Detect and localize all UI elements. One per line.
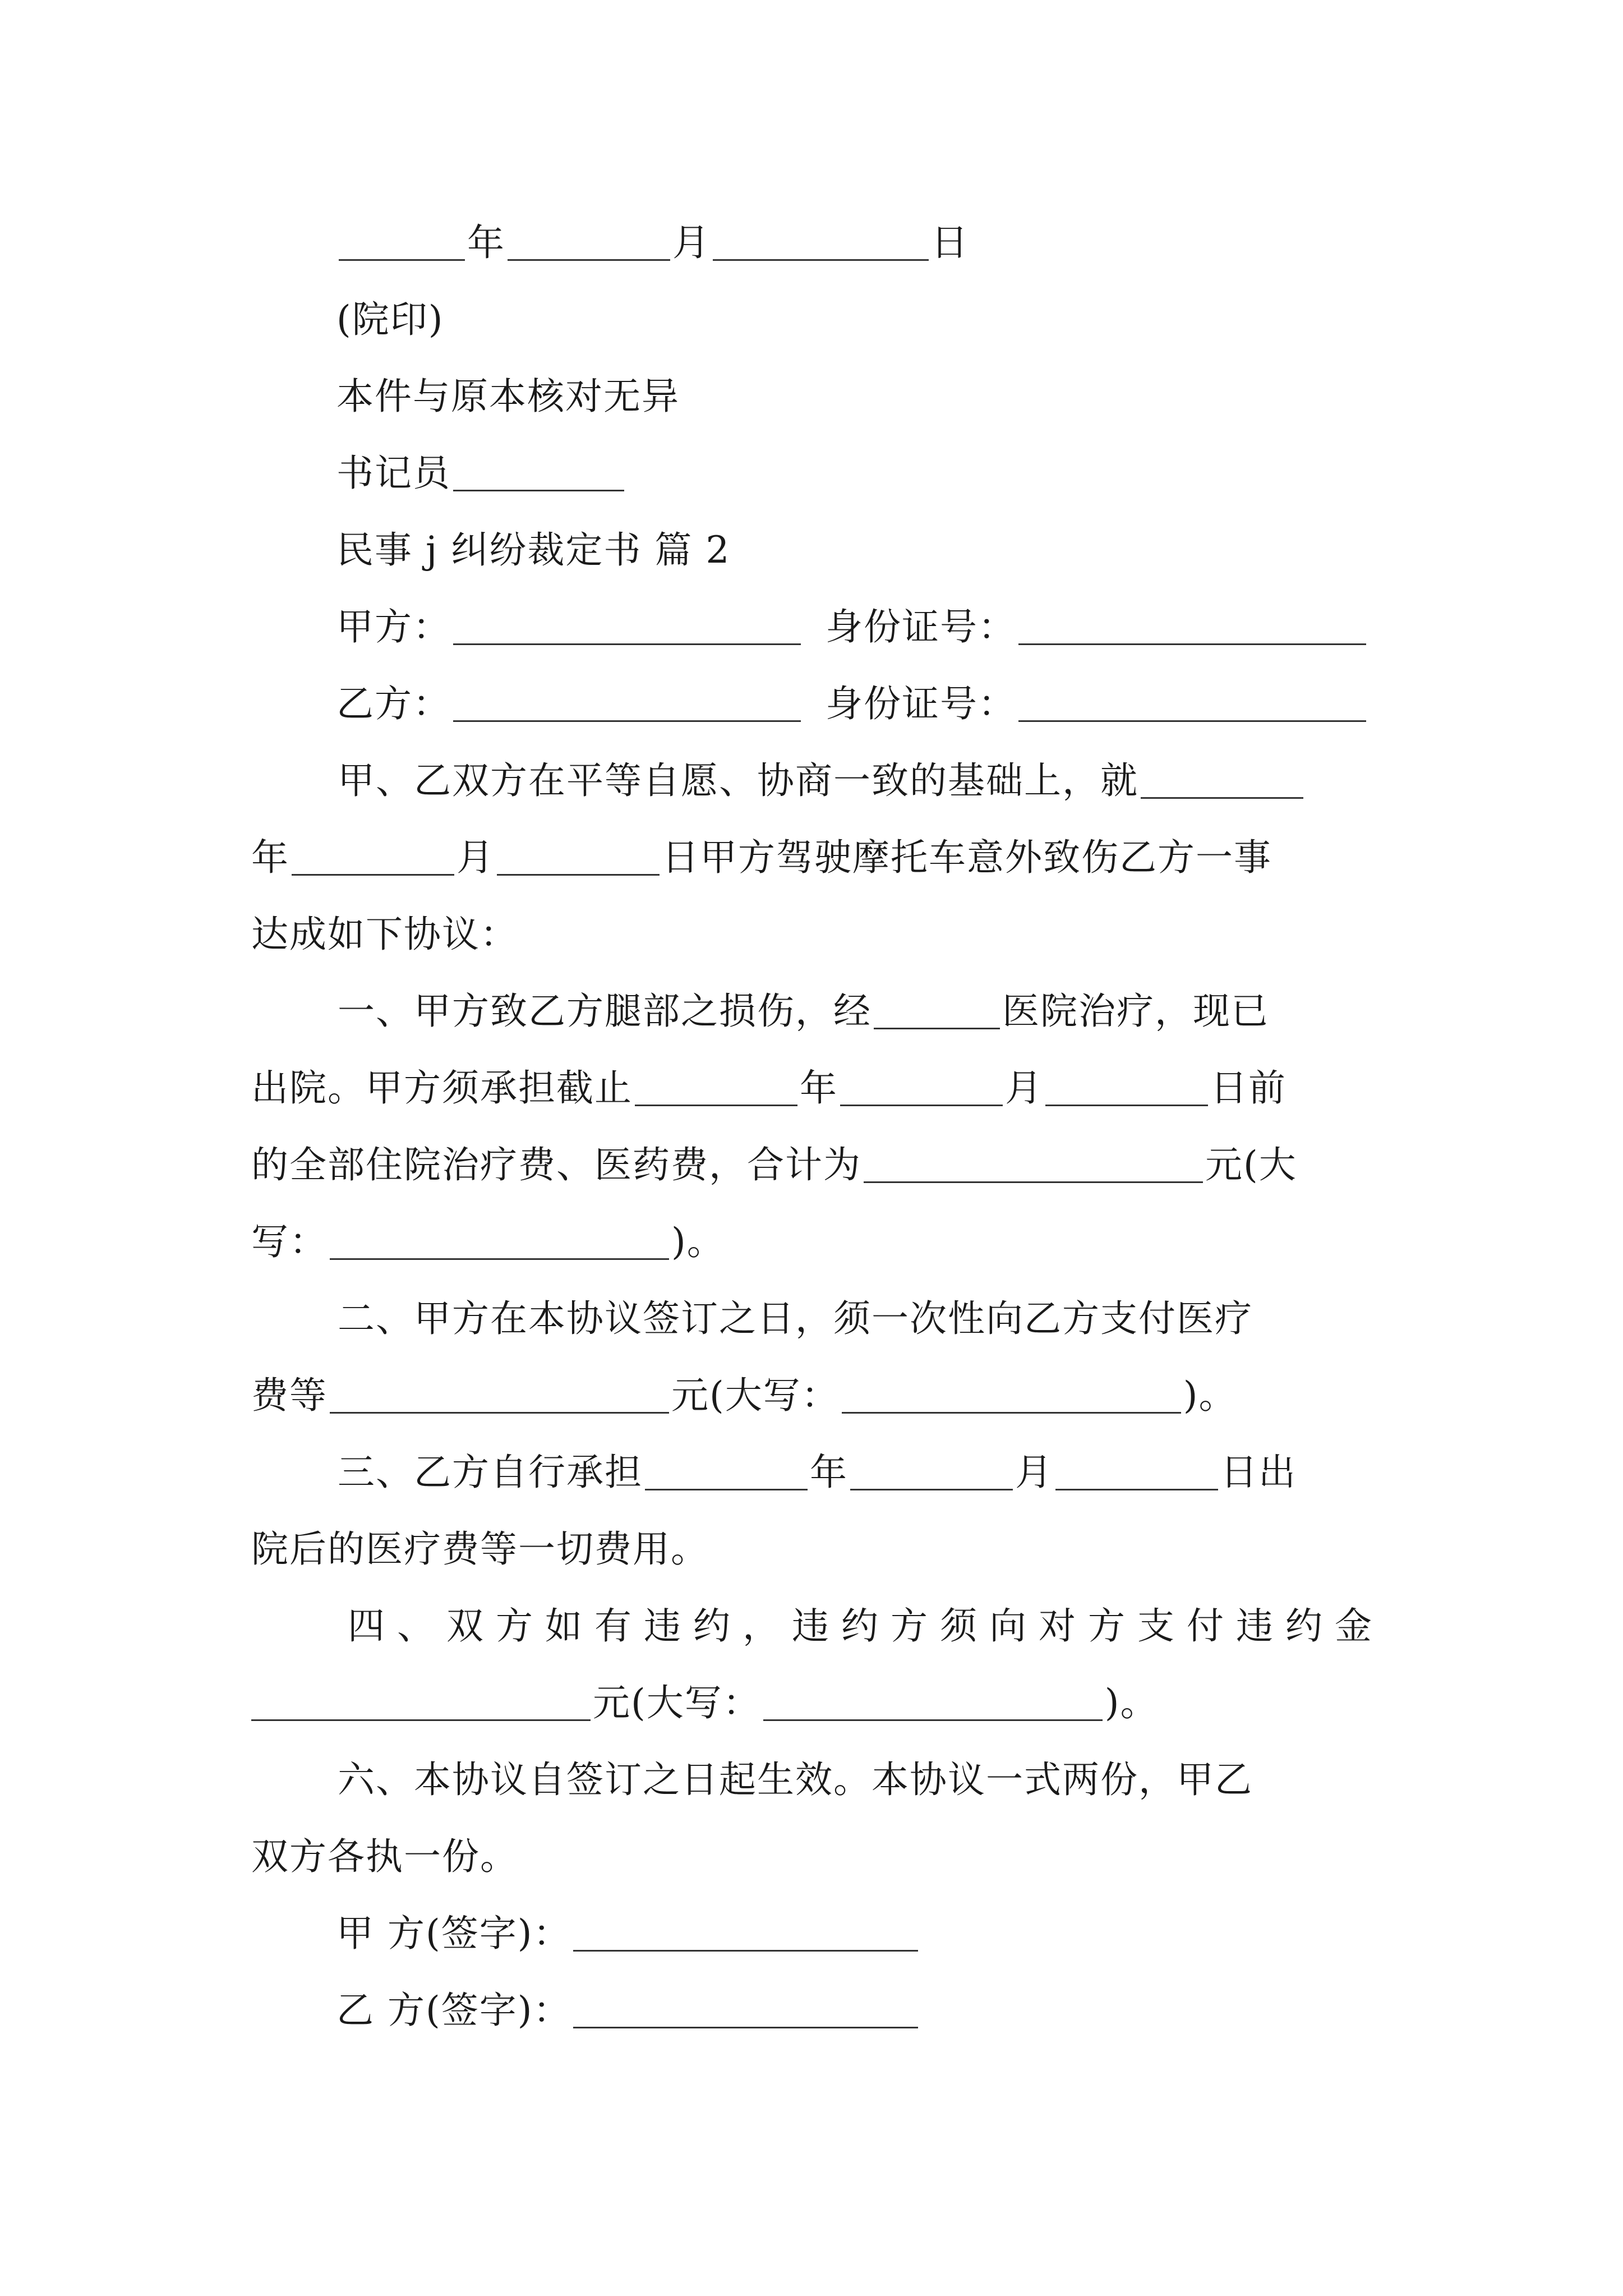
intro-year: 年 bbox=[251, 836, 289, 879]
item3-month: 月 bbox=[1015, 1451, 1053, 1494]
item3-line-1 bbox=[251, 1442, 1377, 1503]
certify-line bbox=[336, 366, 1463, 427]
party-a-id-blank bbox=[1018, 610, 1366, 645]
item6-line-1 bbox=[251, 1749, 1377, 1811]
party-b-id-blank bbox=[1018, 687, 1366, 722]
party-b-name-blank bbox=[453, 687, 801, 722]
year-label: 年 bbox=[467, 221, 505, 264]
item1-text-4a: 写： bbox=[251, 1220, 328, 1263]
party-a-id-label: 身份证号： bbox=[826, 605, 1016, 648]
item3-text-1a: 三、乙方自行承担 bbox=[338, 1451, 643, 1494]
item1-text-2a: 出院。甲方须承担截止 bbox=[251, 1066, 633, 1110]
party-a-name-blank bbox=[453, 610, 801, 645]
party-a-label: 甲方： bbox=[336, 605, 451, 648]
item3-month-blank bbox=[850, 1455, 1013, 1490]
intro-line-2 bbox=[251, 827, 1377, 889]
month-blank bbox=[508, 226, 670, 261]
month-label: 月 bbox=[672, 221, 711, 264]
sign-a-line bbox=[336, 1903, 1463, 1964]
item1-month-blank bbox=[840, 1071, 1003, 1106]
item1-text-3b: 元(大 bbox=[1205, 1143, 1297, 1186]
item4-text-2b: )。 bbox=[1104, 1681, 1159, 1724]
intro-month-blank bbox=[292, 840, 454, 876]
intro-text-2: 日甲方驾驶摩托车意外致伤乙方一事 bbox=[662, 836, 1272, 879]
item2-amount-words-blank bbox=[842, 1378, 1181, 1414]
item1-line-2 bbox=[251, 1057, 1377, 1119]
item3-year: 年 bbox=[810, 1451, 848, 1494]
item3-line-2 bbox=[251, 1519, 1377, 1580]
item1-text-2-end: 日前 bbox=[1210, 1066, 1287, 1110]
item3-text-2: 院后的医疗费等一切费用。 bbox=[251, 1527, 709, 1571]
item4-text-1: 四、双方如有违约，违约方须向对方支付违约金 bbox=[348, 1604, 1384, 1648]
item2-line-1 bbox=[251, 1288, 1377, 1350]
item1-hospital-blank bbox=[874, 994, 1000, 1029]
sign-a-blank bbox=[573, 1916, 918, 1952]
item2-amount-blank bbox=[330, 1378, 669, 1414]
court-seal: (院印) bbox=[336, 298, 444, 341]
intro-text-1: 甲、乙双方在平等自愿、协商一致的基础上，就 bbox=[338, 759, 1138, 802]
clerk-blank bbox=[453, 456, 624, 491]
party-b-label: 乙方： bbox=[336, 682, 451, 725]
intro-line-3 bbox=[251, 904, 1377, 965]
item4-line-2 bbox=[251, 1672, 1377, 1734]
item6-line-2 bbox=[251, 1826, 1377, 1888]
day-label: 日 bbox=[931, 221, 969, 264]
item1-line-4 bbox=[251, 1211, 1377, 1273]
sign-b-label: 乙 方(签字)： bbox=[336, 1989, 571, 2032]
clerk-line bbox=[336, 443, 1463, 504]
item6-text-1: 六、本协议自签订之日起生效。本协议一式两份，甲乙 bbox=[338, 1758, 1253, 1801]
item3-year-blank bbox=[645, 1455, 808, 1490]
item1-text-1b: 医院治疗，现已 bbox=[1002, 990, 1269, 1033]
intro-line-1 bbox=[251, 750, 1377, 812]
item1-amount-words-blank bbox=[330, 1225, 669, 1260]
seal-line bbox=[336, 289, 1463, 351]
party-a-line bbox=[336, 596, 1377, 658]
item2-text-2c: )。 bbox=[1183, 1374, 1237, 1417]
item1-amount-blank bbox=[864, 1148, 1203, 1183]
item4-text-2a: 元(大写： bbox=[593, 1681, 761, 1724]
heading-text: 民事 j 纠纷裁定书 篇 2 bbox=[336, 528, 731, 572]
sign-b-line bbox=[336, 1980, 1463, 2041]
item4-amount-words-blank bbox=[763, 1686, 1103, 1721]
party-b-line bbox=[336, 673, 1377, 735]
date-line bbox=[336, 212, 1463, 274]
item4-line-1 bbox=[251, 1595, 1384, 1657]
certify-text: 本件与原本核对无异 bbox=[336, 375, 680, 418]
item1-month: 月 bbox=[1005, 1066, 1043, 1110]
item4-amount-blank bbox=[251, 1686, 591, 1721]
item1-year-blank bbox=[635, 1071, 797, 1106]
item1-line-3 bbox=[251, 1134, 1377, 1196]
item2-text-1: 二、甲方在本协议签订之日，须一次性向乙方支付医疗 bbox=[338, 1297, 1253, 1340]
intro-text-3: 达成如下协议： bbox=[251, 913, 518, 956]
item2-text-2b: 元(大写： bbox=[671, 1374, 840, 1417]
item2-text-2a: 费等 bbox=[251, 1374, 328, 1417]
party-b-id-label: 身份证号： bbox=[826, 682, 1016, 725]
item1-text-1a: 一、甲方致乙方腿部之损伤，经 bbox=[338, 990, 872, 1033]
item2-line-2 bbox=[251, 1365, 1377, 1427]
year-blank bbox=[339, 226, 465, 261]
item1-year: 年 bbox=[800, 1066, 838, 1110]
item1-line-1 bbox=[251, 981, 1377, 1042]
intro-month: 月 bbox=[457, 836, 495, 879]
day-blank bbox=[713, 226, 929, 261]
item3-day-blank bbox=[1055, 1455, 1218, 1490]
sign-b-blank bbox=[573, 1993, 918, 2028]
item1-text-3a: 的全部住院治疗费、医药费，合计为 bbox=[251, 1143, 861, 1186]
clerk-label: 书记员 bbox=[336, 452, 451, 495]
section-heading bbox=[336, 519, 1463, 581]
item1-day-blank bbox=[1045, 1071, 1208, 1106]
item6-text-2: 双方各执一份。 bbox=[251, 1835, 518, 1878]
intro-day-blank bbox=[497, 840, 660, 876]
item3-text-1-end: 日出 bbox=[1220, 1451, 1297, 1494]
intro-subject-blank bbox=[1141, 763, 1303, 799]
item1-text-4b: )。 bbox=[671, 1220, 725, 1263]
sign-a-label: 甲 方(签字)： bbox=[336, 1912, 571, 1955]
